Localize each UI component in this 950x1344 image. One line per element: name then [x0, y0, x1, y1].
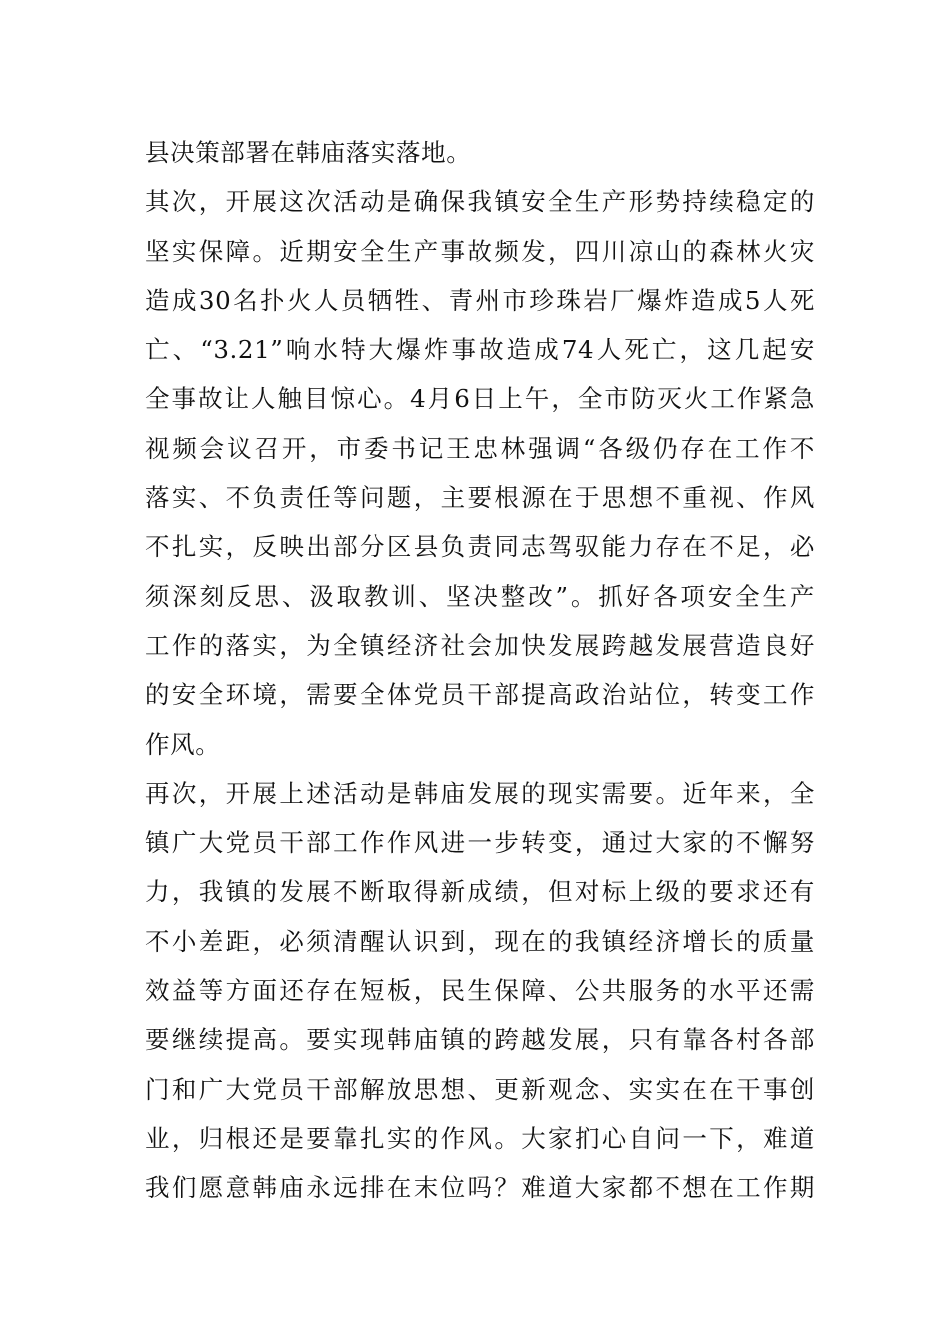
text-line: 镇广大党员干部工作作风进一步转变，通过大家的不懈努 [145, 828, 815, 858]
text-line: 效益等方面还存在短板，民生保障、公共服务的水平还需 [145, 976, 815, 1006]
text-line: 不扎实，反映出部分区县负责同志驾驭能力存在不足，必 [145, 532, 815, 562]
text-line: 不小差距，必须清醒认识到，现在的我镇经济增长的质量 [145, 926, 815, 956]
text-line: 要继续提高。要实现韩庙镇的跨越发展，只有靠各村各部 [145, 1025, 815, 1055]
text-line: 落实、不负责任等问题，主要根源在于思想不重视、作风 [145, 483, 815, 513]
text-line: 再次，开展上述活动是韩庙发展的现实需要。近年来，全 [145, 778, 815, 808]
text-line: 我们愿意韩庙永远排在末位吗？难道大家都不想在工作期 [145, 1173, 815, 1203]
text-line: 县决策部署在韩庙落实落地。 [145, 138, 472, 167]
text-line: 坚实保障。近期安全生产事故频发，四川凉山的森林火灾 [145, 236, 815, 266]
text-line: 作风。 [145, 729, 221, 759]
text-line: 业，归根还是要靠扎实的作风。大家扪心自问一下，难道 [145, 1123, 815, 1153]
text-line: 门和广大党员干部解放思想、更新观念、实实在在干事创 [145, 1074, 815, 1104]
text-line: 视频会议召开，市委书记王忠林强调“各级仍存在工作不 [145, 433, 815, 463]
text-line: 亡、“3.21”响水特大爆炸事故造成74人死亡，这几起安 [145, 335, 815, 365]
text-line: 造成30名扑火人员牺牲、青州市珍珠岩厂爆炸造成5人死 [145, 285, 815, 315]
text-line: 全事故让人触目惊心。4月6日上午，全市防灭火工作紧急 [145, 384, 815, 414]
text-line: 须深刻反思、汲取教训、坚决整改”。抓好各项安全生产 [145, 581, 815, 611]
body-text [145, 128, 815, 1213]
text-line: 的安全环境，需要全体党员干部提高政治站位，转变工作 [145, 680, 815, 710]
text-line: 其次，开展这次活动是确保我镇安全生产形势持续稳定的 [145, 187, 815, 217]
text-line: 力，我镇的发展不断取得新成绩，但对标上级的要求还有 [145, 877, 815, 907]
text-line: 工作的落实，为全镇经济社会加快发展跨越发展营造良好 [145, 630, 815, 660]
